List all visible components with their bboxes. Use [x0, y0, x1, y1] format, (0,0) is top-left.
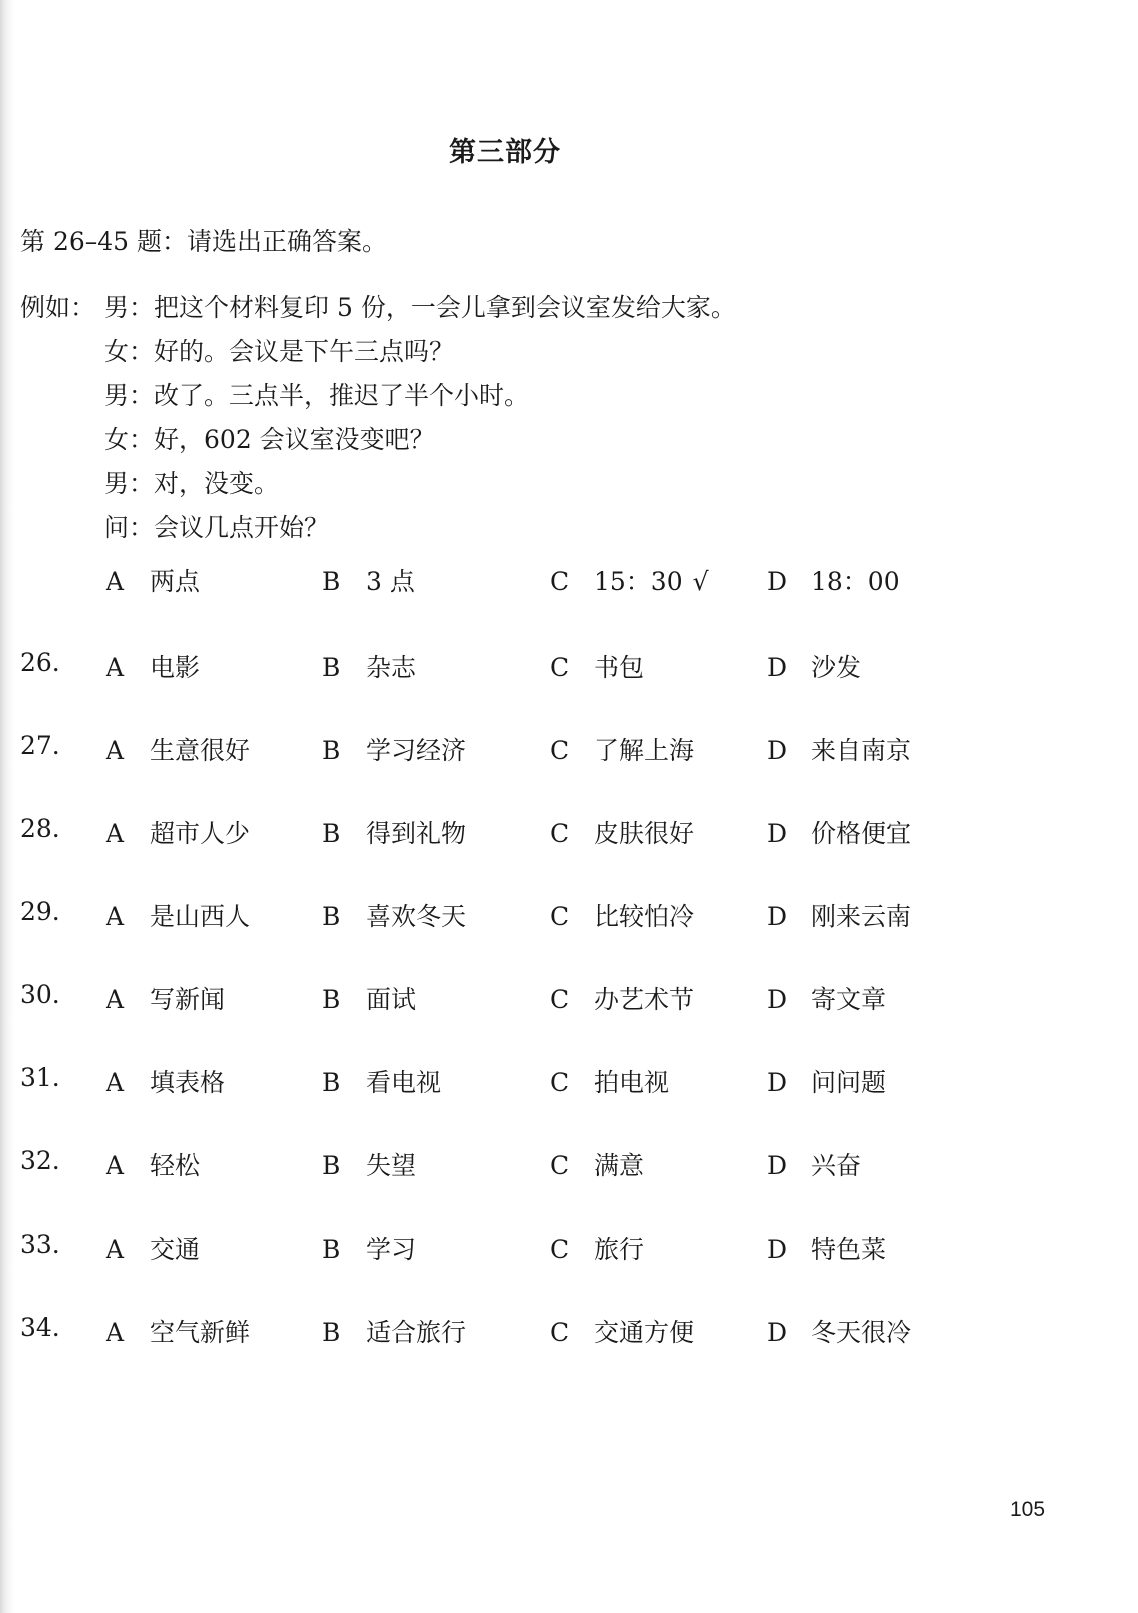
question-row [20, 731, 1020, 771]
question-number: 28. [20, 814, 60, 843]
dialogue-text: 对，没变。 [154, 469, 280, 498]
example-options [20, 562, 1020, 602]
option-b: B 喜欢冬天 [322, 902, 467, 931]
option-c: C 办艺术节 [550, 985, 695, 1014]
question-number: 27. [20, 731, 60, 760]
option-d: D 特色菜 [767, 1235, 887, 1264]
speaker: 女： [104, 337, 155, 366]
option-c: C 15：30 √ [550, 567, 709, 596]
instruction-text: 第 26–45 题：请选出正确答案。 [20, 227, 388, 256]
option-b: B 面试 [322, 985, 417, 1014]
option-b: B 适合旅行 [322, 1318, 467, 1347]
speaker: 男： [104, 469, 155, 498]
example-line [20, 466, 736, 510]
option-a: A 超市人少 [106, 819, 251, 848]
option-c: C 拍电视 [550, 1068, 670, 1097]
section-title: 第三部分 [449, 137, 561, 168]
option-c: C 皮肤很好 [550, 819, 695, 848]
speaker: 男： [104, 381, 155, 410]
option-a: A 填表格 [106, 1068, 226, 1097]
option-a: A 空气新鲜 [106, 1318, 251, 1347]
page-number: 105 [1010, 1498, 1046, 1521]
example-line [20, 334, 736, 378]
speaker: 女： [104, 425, 155, 454]
option-a: A 写新闻 [106, 985, 226, 1014]
dialogue-text: 好，602 会议室没变吧？ [154, 425, 435, 454]
option-b: B 失望 [322, 1151, 417, 1180]
speaker: 问： [104, 513, 155, 542]
question-row [20, 1230, 1020, 1270]
example-label: 例如： [20, 293, 96, 322]
option-c: C 满意 [550, 1151, 645, 1180]
option-b: B 学习经济 [322, 736, 467, 765]
option-c: C 交通方便 [550, 1318, 695, 1347]
speaker: 男： [104, 293, 155, 322]
option-d: D 来自南京 [767, 736, 912, 765]
dialogue-text: 好的。会议是下午三点吗？ [154, 337, 455, 366]
example-line [20, 378, 736, 422]
dialogue-text: 改了。三点半，推迟了半个小时。 [154, 381, 530, 410]
check-mark-icon: √ [692, 567, 709, 596]
question-number: 31. [20, 1063, 60, 1092]
option-b: B 得到礼物 [322, 819, 467, 848]
option-b: B 学习 [322, 1235, 417, 1264]
question-row [20, 814, 1020, 854]
question-number: 26. [20, 648, 60, 677]
option-b: B 看电视 [322, 1068, 442, 1097]
example-dialogue [20, 290, 736, 554]
question-number: 29. [20, 897, 60, 926]
example-line [20, 290, 736, 334]
option-d: D 沙发 [767, 653, 862, 682]
option-a: A 生意很好 [106, 736, 251, 765]
option-b: B 杂志 [322, 653, 417, 682]
question-number: 33. [20, 1230, 60, 1259]
question-row [20, 1146, 1020, 1186]
option-c: C 了解上海 [550, 736, 695, 765]
question-number: 32. [20, 1146, 60, 1175]
question-number: 34. [20, 1313, 60, 1342]
question-row [20, 648, 1020, 688]
question-row [20, 980, 1020, 1020]
option-d: D 价格便宜 [767, 819, 912, 848]
option-b: B 3 点 [322, 567, 415, 596]
question-number: 30. [20, 980, 60, 1009]
option-d: D 刚来云南 [767, 902, 912, 931]
dialogue-text: 会议几点开始？ [154, 513, 330, 542]
option-d: D 18：00 [767, 567, 900, 596]
question-row [20, 1313, 1020, 1353]
option-d: D 冬天很冷 [767, 1318, 912, 1347]
option-d: D 寄文章 [767, 985, 887, 1014]
example-line [20, 510, 736, 554]
option-c: C 书包 [550, 653, 645, 682]
option-a: A 交通 [106, 1235, 201, 1264]
question-row [20, 1063, 1020, 1103]
option-a: A 轻松 [106, 1151, 201, 1180]
option-d: D 兴奋 [767, 1151, 862, 1180]
option-a: A 两点 [106, 567, 201, 596]
option-a: A 是山西人 [106, 902, 251, 931]
option-c: C 比较怕冷 [550, 902, 695, 931]
dialogue-text: 把这个材料复印 5 份，一会儿拿到会议室发给大家。 [154, 293, 736, 322]
option-a: A 电影 [106, 653, 201, 682]
option-d: D 问问题 [767, 1068, 887, 1097]
question-row [20, 897, 1020, 937]
option-c: C 旅行 [550, 1235, 645, 1264]
example-line [20, 422, 736, 466]
